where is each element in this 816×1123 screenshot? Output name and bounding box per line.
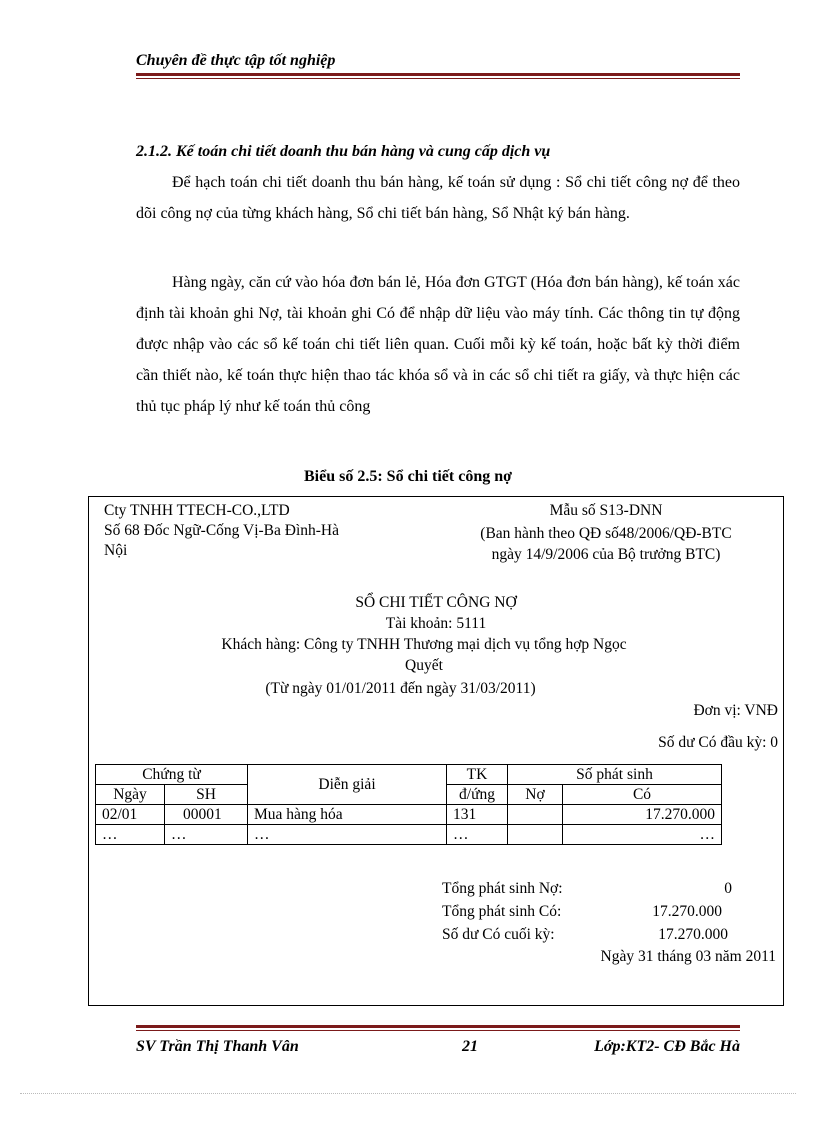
header-credit: Có bbox=[563, 785, 722, 805]
table-row bbox=[96, 805, 722, 825]
cell-credit: 17.270.000 bbox=[563, 805, 722, 825]
total-credit-value: 17.270.000 bbox=[652, 903, 722, 920]
page-bottom-dotted-line bbox=[20, 1093, 796, 1094]
ledger-table bbox=[95, 764, 722, 845]
header-voucher: Chứng từ bbox=[96, 765, 248, 785]
header-description: Diễn giải bbox=[248, 765, 447, 805]
company-name: Cty TNHH TTECH-CO.,LTD bbox=[104, 502, 290, 519]
footer-class: Lớp:KT2- CĐ Bắc Hà bbox=[594, 1038, 740, 1055]
cell-credit: … bbox=[563, 825, 722, 845]
customer-line1: Khách hàng: Công ty TNHH Thương mại dịch vụ tổng hợp Ngọc bbox=[221, 636, 627, 653]
customer-line2: Quyết bbox=[405, 657, 443, 674]
cell-tk: … bbox=[447, 825, 508, 845]
form-decree-line2: ngày 14/9/2006 của Bộ trưởng BTC) bbox=[491, 546, 721, 563]
header-date: Ngày bbox=[96, 785, 165, 805]
footer-rule-thin bbox=[136, 1030, 740, 1031]
ledger-date-line: Ngày 31 tháng 03 năm 2011 bbox=[600, 948, 776, 965]
ledger-period: (Từ ngày 01/01/2011 đến ngày 31/03/2011) bbox=[265, 680, 536, 697]
total-credit-label: Tổng phát sinh Có: bbox=[442, 903, 562, 920]
header-tk-counter: đ/ứng bbox=[447, 785, 508, 805]
form-code: Mẫu số S13-DNN bbox=[549, 502, 663, 519]
form-decree-line1: (Ban hành theo QĐ số48/2006/QĐ-BTC bbox=[480, 525, 732, 542]
closing-balance-label: Số dư Có cuối kỳ: bbox=[442, 926, 555, 943]
cell-sh: … bbox=[165, 825, 248, 845]
section-title: 2.1.2. Kế toán chi tiết doanh thu bán hàng và cung cấp dịch vụ bbox=[136, 143, 551, 160]
total-debit-label: Tổng phát sinh Nợ: bbox=[442, 880, 563, 897]
total-debit-value: 0 bbox=[724, 880, 732, 897]
footer-student: SV Trần Thị Thanh Vân bbox=[136, 1038, 299, 1055]
opening-balance: Số dư Có đầu kỳ: 0 bbox=[658, 734, 778, 751]
cell-debit bbox=[508, 805, 563, 825]
header-tk: TK bbox=[447, 765, 508, 785]
cell-date: … bbox=[96, 825, 165, 845]
cell-description: Mua hàng hóa bbox=[248, 805, 447, 825]
header-debit: Nợ bbox=[508, 785, 563, 805]
header-amount: Số phát sinh bbox=[508, 765, 722, 785]
header-rule-thin bbox=[136, 78, 740, 79]
footer-page-number: 21 bbox=[462, 1038, 478, 1055]
closing-balance-value: 17.270.000 bbox=[658, 926, 728, 943]
company-address-line2: Nội bbox=[104, 542, 128, 559]
footer-rule-thick bbox=[136, 1025, 740, 1028]
company-address-line1: Số 68 Đốc Ngữ-Cống Vị-Ba Đình-Hà bbox=[104, 522, 339, 539]
paragraph-1: Để hạch toán chi tiết doanh thu bán hàng, kế toán sử dụng : Sổ chi tiết công nợ để theo dõi công nợ của từng khách hàng, Sổ chi tiết bán hàng, Sổ Nhật ký bán hàng. bbox=[136, 174, 740, 222]
ledger-account: Tài khoản: 5111 bbox=[385, 615, 487, 632]
header-rule-thick bbox=[136, 73, 740, 76]
paragraph-2: Hàng ngày, căn cứ vào hóa đơn bán lẻ, Hóa đơn GTGT (Hóa đơn bán hàng), kế toán xác định tài khoản ghi Nợ, tài khoản ghi Có để nhập dữ liệu vào máy tính. Các thông tin tự động được nhập vào các sổ kế toán chi tiết liên quan. Cuối mỗi kỳ kế toán, hoặc bất kỳ thời điểm cần thiết nào, kế toán thực hiện thao tác khóa sổ và in các sổ chi tiết ra giấy, và thực hiện các thủ tục pháp lý như kế toán thủ công bbox=[136, 274, 740, 415]
cell-sh: 00001 bbox=[165, 805, 248, 825]
cell-debit bbox=[508, 825, 563, 845]
ledger-title: SỔ CHI TIẾT CÔNG NỢ bbox=[355, 594, 517, 611]
currency-unit: Đơn vị: VNĐ bbox=[693, 702, 778, 719]
cell-tk: 131 bbox=[447, 805, 508, 825]
header-sh: SH bbox=[165, 785, 248, 805]
table-row bbox=[96, 825, 722, 845]
cell-date: 02/01 bbox=[96, 805, 165, 825]
page-header-title: Chuyên đề thực tập tốt nghiệp bbox=[136, 52, 336, 69]
cell-description: … bbox=[248, 825, 447, 845]
figure-caption: Biểu số 2.5: Sổ chi tiết công nợ bbox=[304, 468, 512, 485]
